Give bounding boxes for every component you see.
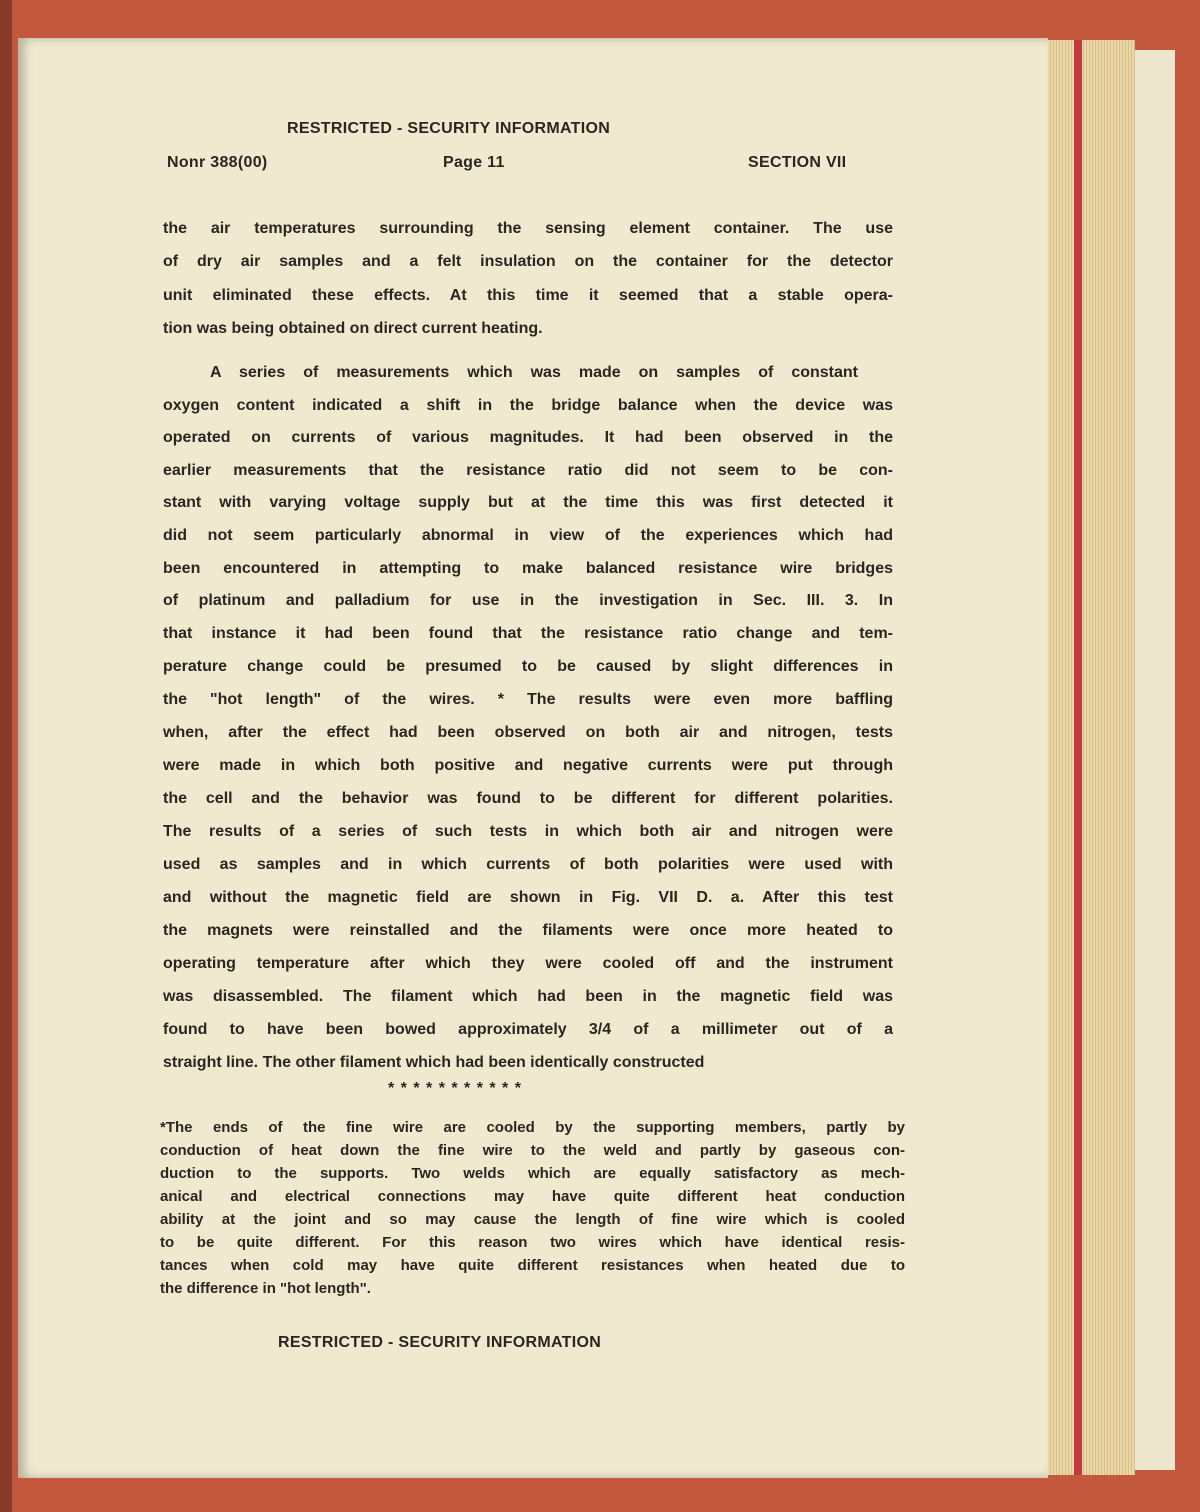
body-line: of dry air samples and a felt insulation on the container for the detector (163, 253, 893, 270)
body-line: straight line. The other filament which had been identically constructed (163, 1054, 705, 1071)
body-line: the magnets were reinstalled and the filaments were once more heated to (163, 922, 893, 939)
body-line: stant with varying voltage supply but at the time this was first detected it (163, 494, 893, 511)
body-line: oxygen content indicated a shift in the bridge balance when the device was (163, 397, 893, 414)
body-line: found to have been bowed approximately 3/4 of a millimeter out of a (163, 1021, 893, 1038)
body-line: the air temperatures surrounding the sensing element container. The use (163, 220, 893, 237)
page-edges (1045, 40, 1135, 1475)
body-line: The results of a series of such tests in which both air and nitrogen were (163, 823, 893, 840)
footnote-line: *The ends of the fine wire are cooled by the supporting members, partly by (160, 1119, 905, 1136)
body-line: operating temperature after which they were cooled off and the instrument (163, 955, 893, 972)
body-line: the "hot length" of the wires. * The results were even more baffling (163, 691, 893, 708)
body-line: were made in which both positive and negative currents were put through (163, 757, 893, 774)
footnote-line: to be quite different. For this reason two wires which have identical resis- (160, 1234, 905, 1251)
footnote-line: conduction of heat down the fine wire to the weld and partly by gaseous con- (160, 1142, 905, 1159)
body-line: tion was being obtained on direct current heating. (163, 320, 543, 337)
header-classification: RESTRICTED - SECURITY INFORMATION (287, 120, 611, 137)
body-line: of platinum and palladium for use in the investigation in Sec. III. 3. In (163, 592, 893, 609)
body-line: perature change could be presumed to be caused by slight differences in (163, 658, 893, 675)
book-spine-edge (0, 0, 12, 1512)
header-page-number: Page 11 (443, 154, 505, 171)
body-line: unit eliminated these effects. At this time it seemed that a stable opera- (163, 287, 893, 304)
body-line: the cell and the behavior was found to be different for different polarities. (163, 790, 893, 807)
body-line: earlier measurements that the resistance ratio did not seem to be con- (163, 462, 893, 479)
footer-classification: RESTRICTED - SECURITY INFORMATION (278, 1334, 602, 1351)
header-section: SECTION VII (748, 154, 847, 171)
body-line: been encountered in attempting to make balanced resistance wire bridges (163, 560, 893, 577)
header-contract-number: Nonr 388(00) (167, 154, 268, 171)
footnote-line: ability at the joint and so may cause the length of fine wire which is cooled (160, 1211, 905, 1228)
page-edge-red-band (1074, 40, 1082, 1475)
footnote-line: duction to the supports. Two welds which are equally satisfactory as mech- (160, 1165, 905, 1182)
body-line: was disassembled. The filament which had been in the magnetic field was (163, 988, 893, 1005)
body-line: operated on currents of various magnitudes. It had been observed in the (163, 429, 893, 446)
footnote-line: the difference in "hot length". (160, 1280, 371, 1297)
body-line: used as samples and in which currents of both polarities were used with (163, 856, 893, 873)
body-line: did not seem particularly abnormal in view of the experiences which had (163, 527, 893, 544)
footnote-separator: * * * * * * * * * * * (388, 1080, 522, 1097)
back-cover-inside (1130, 50, 1175, 1470)
footnote-line: anical and electrical connections may have quite different heat conduction (160, 1188, 905, 1205)
body-line: and without the magnetic field are shown in Fig. VII D. a. After this test (163, 889, 893, 906)
body-line: that instance it had been found that the resistance ratio change and tem- (163, 625, 893, 642)
body-line: A series of measurements which was made on samples of constant (210, 364, 858, 381)
body-line: when, after the effect had been observed on both air and nitrogen, tests (163, 724, 893, 741)
footnote-line: tances when cold may have quite different resistances when heated due to (160, 1257, 905, 1274)
